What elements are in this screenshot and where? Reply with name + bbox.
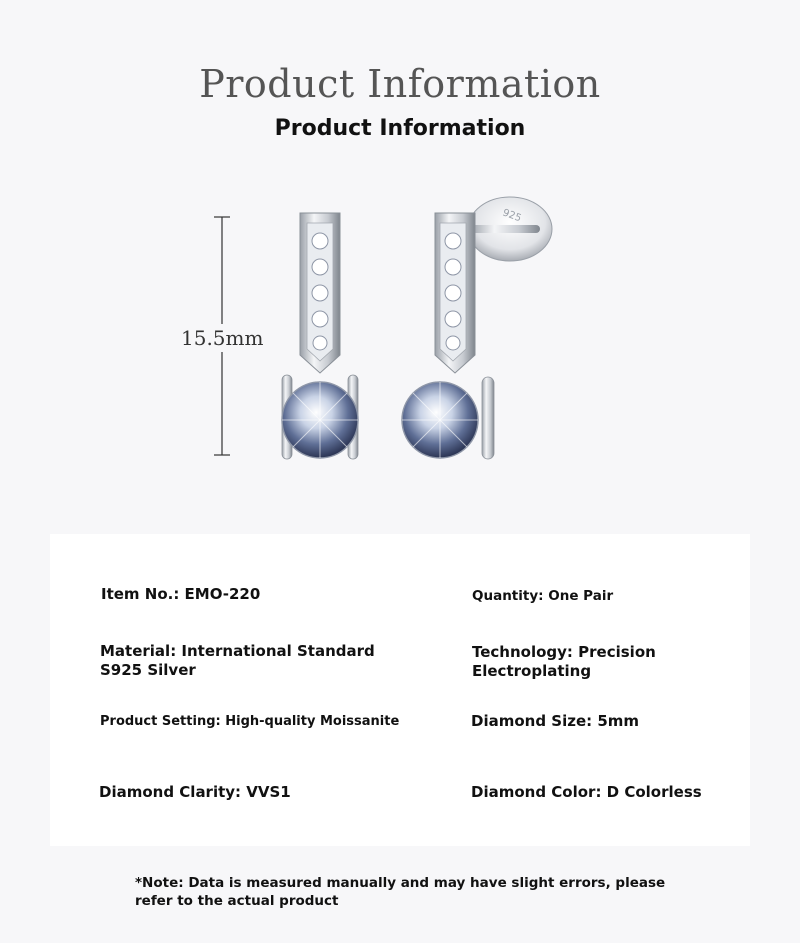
spec-quantity: Quantity: One Pair xyxy=(472,588,614,604)
spec-technology: Technology: Precision Electroplating xyxy=(472,643,656,680)
spec-clarity: Diamond Clarity: VVS1 xyxy=(99,783,291,801)
spec-color: Diamond Color: D Colorless xyxy=(471,783,702,801)
spec-item-no: Item No.: EMO-220 xyxy=(101,585,261,603)
spec-panel xyxy=(50,534,750,846)
spec-setting: Product Setting: High-quality Moissanite xyxy=(100,714,400,729)
page-subtitle: Product Information xyxy=(274,116,526,141)
dimension-label: 15.5mm xyxy=(181,326,264,350)
page-title: Product Information xyxy=(199,62,601,106)
spec-diamond-size: Diamond Size: 5mm xyxy=(471,712,640,730)
spec-material: Material: International Standard S925 Silver xyxy=(100,642,375,679)
stamp-text: 925 xyxy=(500,207,523,225)
measurement-note: *Note: Data is measured manually and may have slight errors, please refer to the actual product xyxy=(135,875,666,909)
